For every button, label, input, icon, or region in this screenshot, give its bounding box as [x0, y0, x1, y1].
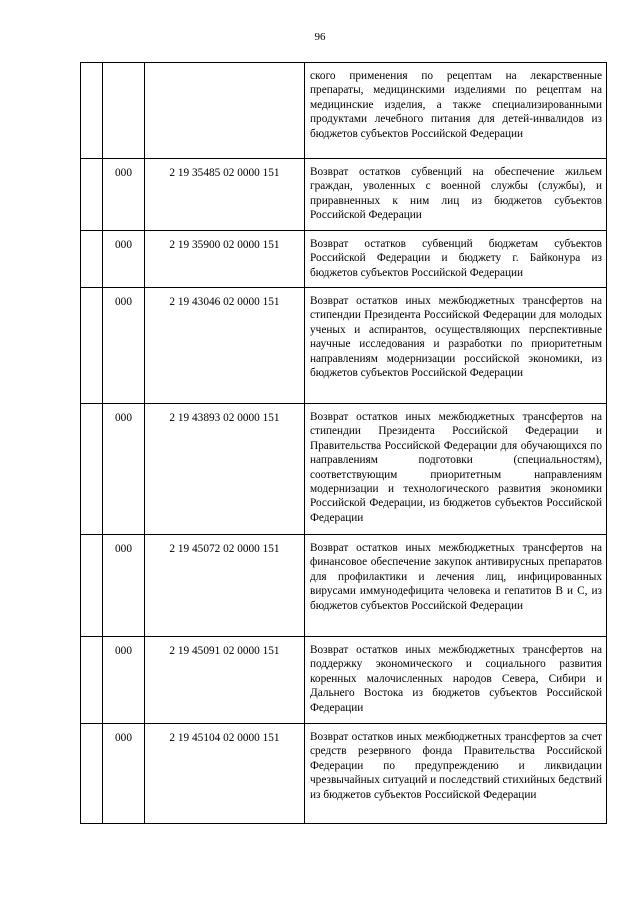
admin-code-cell: 000: [103, 724, 145, 824]
description-cell: [305, 637, 607, 724]
table-row: [81, 637, 607, 724]
description-text: Возврат остатков иных межбюджетных трансфертов за счет средств резервного фонда Правительства Российской Федерации по предупреждению и ликвидации чрезвычайных ситуаций и последствий стихийных бедствий из бюджетов субъектов Российской Федерации: [310, 731, 602, 801]
description-cell: [305, 231, 607, 288]
budget-code-cell: 2 19 35900 02 0000 151: [145, 231, 305, 288]
admin-code-cell: [103, 63, 145, 159]
budget-code-cell: 2 19 45091 02 0000 151: [145, 637, 305, 724]
description-cell: [305, 724, 607, 824]
table-row: [81, 231, 607, 288]
description-text: Возврат остатков иных межбюджетных трансфертов на финансовое обеспечение закупок антивирусных препаратов для профилактики и лечения лиц, инфицированных вирусами иммунодефицита человека и гепатитов B и C, из бюджетов субъектов Российской Федерации: [310, 542, 602, 612]
page-number: 96: [314, 31, 326, 43]
margin-cell: [81, 724, 103, 824]
description-cell: [305, 535, 607, 637]
budget-code-cell: 2 19 43046 02 0000 151: [145, 288, 305, 404]
admin-code-cell: 000: [103, 535, 145, 637]
budget-code-cell: 2 19 35485 02 0000 151: [145, 159, 305, 231]
description-cell: [305, 288, 607, 404]
margin-cell: [81, 637, 103, 724]
description-text: Возврат остатков иных межбюджетных трансфертов на стипендии Президента Российской Федерации для молодых ученых и аспирантов, осуществляющих перспективные научные исследования и разработки по приоритетным направлениям модернизации российской экономики, из бюджетов субъектов Российской Федерации: [310, 295, 602, 380]
margin-cell: [81, 535, 103, 637]
description-text: ского применения по рецептам на лекарственные препараты, медицинскими изделиями по рецептам на медицинские изделия, а также специализированными продуктами лечебного питания для детей-инвалидов из бюджетов субъектов Российской Федерации: [310, 70, 602, 140]
budget-classification-table: [80, 62, 607, 824]
table-row: [81, 724, 607, 824]
description-text: Возврат остатков субвенций на обеспечение жильем граждан, уволенных с военной службы (службы), и приравненных к ним лиц из бюджетов субъектов Российской Федерации: [310, 166, 602, 222]
margin-cell: [81, 63, 103, 159]
admin-code-cell: 000: [103, 159, 145, 231]
description-cell: [305, 63, 607, 159]
margin-cell: [81, 288, 103, 404]
table-row: [81, 404, 607, 535]
description-cell: [305, 159, 607, 231]
margin-cell: [81, 231, 103, 288]
description-text: Возврат остатков иных межбюджетных трансфертов на поддержку экономического и социального развития коренных малочисленных народов Севера, Сибири и Дальнего Востока из бюджетов субъектов Российской Федерации: [310, 644, 602, 714]
budget-code-cell: 2 19 43893 02 0000 151: [145, 404, 305, 535]
description-text: Возврат остатков иных межбюджетных трансфертов на стипендии Президента Российской Федерации и Правительства Российской Федерации для обучающихся по направлениям подготовки (специальностям), соответствующим приоритетным направлениям модернизации и технологического развития экономики Российской Федерации, из бюджетов субъектов Российской Федерации: [310, 411, 602, 524]
table-row: [81, 159, 607, 231]
margin-cell: [81, 404, 103, 535]
budget-code-cell: 2 19 45072 02 0000 151: [145, 535, 305, 637]
margin-cell: [81, 159, 103, 231]
admin-code-cell: 000: [103, 404, 145, 535]
table-row: [81, 535, 607, 637]
table-row: [81, 63, 607, 159]
admin-code-cell: 000: [103, 231, 145, 288]
budget-code-cell: [145, 63, 305, 159]
description-text: Возврат остатков субвенций бюджетам субъектов Российской Федерации и бюджету г. Байконура из бюджетов субъектов Российской Федерации: [310, 238, 602, 279]
admin-code-cell: 000: [103, 288, 145, 404]
description-cell: [305, 404, 607, 535]
budget-code-cell: 2 19 45104 02 0000 151: [145, 724, 305, 824]
table-row: [81, 288, 607, 404]
admin-code-cell: 000: [103, 637, 145, 724]
